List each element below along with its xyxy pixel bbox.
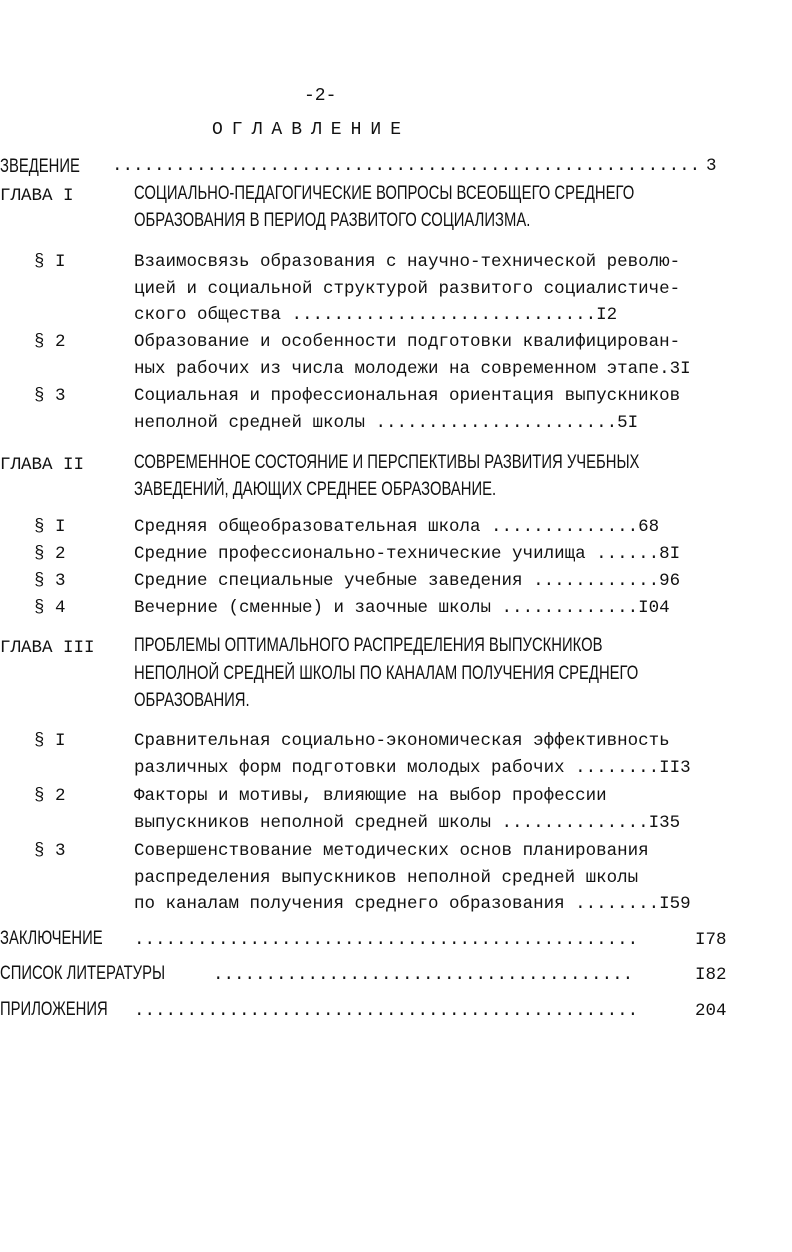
section-number: § I xyxy=(34,731,66,751)
toc-title: ОГЛАВЛЕНИЕ xyxy=(212,120,411,140)
page-number: -2- xyxy=(304,86,337,106)
chapter-2-label: ГЛАВА II xyxy=(0,455,85,475)
section-line: Средние специальные учебные заведения ............96 xyxy=(134,571,681,591)
section-number: § 4 xyxy=(34,598,66,618)
chapter-1-title-line: ОБРАЗОВАНИЯ В ПЕРИОД РАЗВИТОГО СОЦИАЛИЗМА. xyxy=(134,210,531,231)
bibliography-dots: ........................................ xyxy=(213,965,634,985)
bibliography-label: СПИСОК ЛИТЕРАТУРЫ xyxy=(0,963,166,984)
chapter-3-title-line: ОБРАЗОВАНИЯ. xyxy=(134,690,250,711)
conclusion-label: ЗАКЛЮЧЕНИЕ xyxy=(0,928,103,949)
section-line: Вечерние (сменные) и заочные школы .............I04 xyxy=(134,598,670,618)
section-line: Совершенствование методических основ планирования xyxy=(134,841,649,861)
section-line: распределения выпускников неполной средней школы xyxy=(134,868,639,888)
section-line: Средние профессионально-технические училища ......8I xyxy=(134,544,681,564)
section-number: § 2 xyxy=(34,332,66,352)
chapter-2-title-line: ЗАВЕДЕНИЙ, ДАЮЩИХ СРЕДНЕЕ ОБРАЗОВАНИЕ. xyxy=(134,479,497,500)
section-line: Факторы и мотивы, влияющие на выбор профессии xyxy=(134,786,607,806)
section-line: ского общества .............................I2 xyxy=(134,305,618,325)
appendix-page: 204 xyxy=(695,1001,727,1021)
chapter-3-label: ГЛАВА III xyxy=(0,638,95,658)
section-line: выпускников неполной средней школы ..............I35 xyxy=(134,813,681,833)
section-line: Образование и особенности подготовки квалифицирован- xyxy=(134,332,681,352)
chapter-2-title-line: СОВРЕМЕННОЕ СОСТОЯНИЕ И ПЕРСПЕКТИВЫ РАЗВИТИЯ УЧЕБНЫХ xyxy=(134,452,640,473)
section-number: § 3 xyxy=(34,571,66,591)
section-number: § I xyxy=(34,252,66,272)
section-line: по каналам получения среднего образования ........I59 xyxy=(134,894,691,914)
intro-dots: ........................................................ xyxy=(112,156,701,176)
section-line: различных форм подготовки молодых рабочих ........II3 xyxy=(134,758,691,778)
chapter-3-title-line: ПРОБЛЕМЫ ОПТИМАЛЬНОГО РАСПРЕДЕЛЕНИЯ ВЫПУСКНИКОВ xyxy=(134,635,603,656)
conclusion-dots: ................................................ xyxy=(134,930,639,950)
appendix-dots: ................................................ xyxy=(134,1001,639,1021)
chapter-1-label: ГЛАВА I xyxy=(0,186,74,206)
conclusion-page: I78 xyxy=(695,930,727,950)
section-number: § I xyxy=(34,517,66,537)
section-line: ных рабочих из числа молодежи на современном этапе.3I xyxy=(134,359,691,379)
appendix-label: ПРИЛОЖЕНИЯ xyxy=(0,999,108,1020)
chapter-3-title-line: НЕПОЛНОЙ СРЕДНЕЙ ШКОЛЫ ПО КАНАЛАМ ПОЛУЧЕНИЯ СРЕДНЕГО xyxy=(134,663,639,684)
section-number: § 3 xyxy=(34,386,66,406)
section-number: § 2 xyxy=(34,544,66,564)
section-line: цией и социальной структурой развитого социалистиче- xyxy=(134,279,681,299)
chapter-1-title-line: СОЦИАЛЬНО-ПЕДАГОГИЧЕСКИЕ ВОПРОСЫ ВСЕОБЩЕГО СРЕДНЕГО xyxy=(134,183,635,204)
section-number: § 2 xyxy=(34,786,66,806)
section-line: Средняя общеобразовательная школа ..............68 xyxy=(134,517,660,537)
bibliography-page: I82 xyxy=(695,965,727,985)
section-line: Взаимосвязь образования с научно-технической револю- xyxy=(134,252,681,272)
intro-page: 3 xyxy=(706,156,717,176)
intro-label: ЗВЕДЕНИЕ xyxy=(0,156,80,177)
section-line: Сравнительная социально-экономическая эффективность xyxy=(134,731,670,751)
section-number: § 3 xyxy=(34,841,66,861)
section-line: неполной средней школы .......................5I xyxy=(134,413,639,433)
section-line: Социальная и профессиональная ориентация выпускников xyxy=(134,386,681,406)
